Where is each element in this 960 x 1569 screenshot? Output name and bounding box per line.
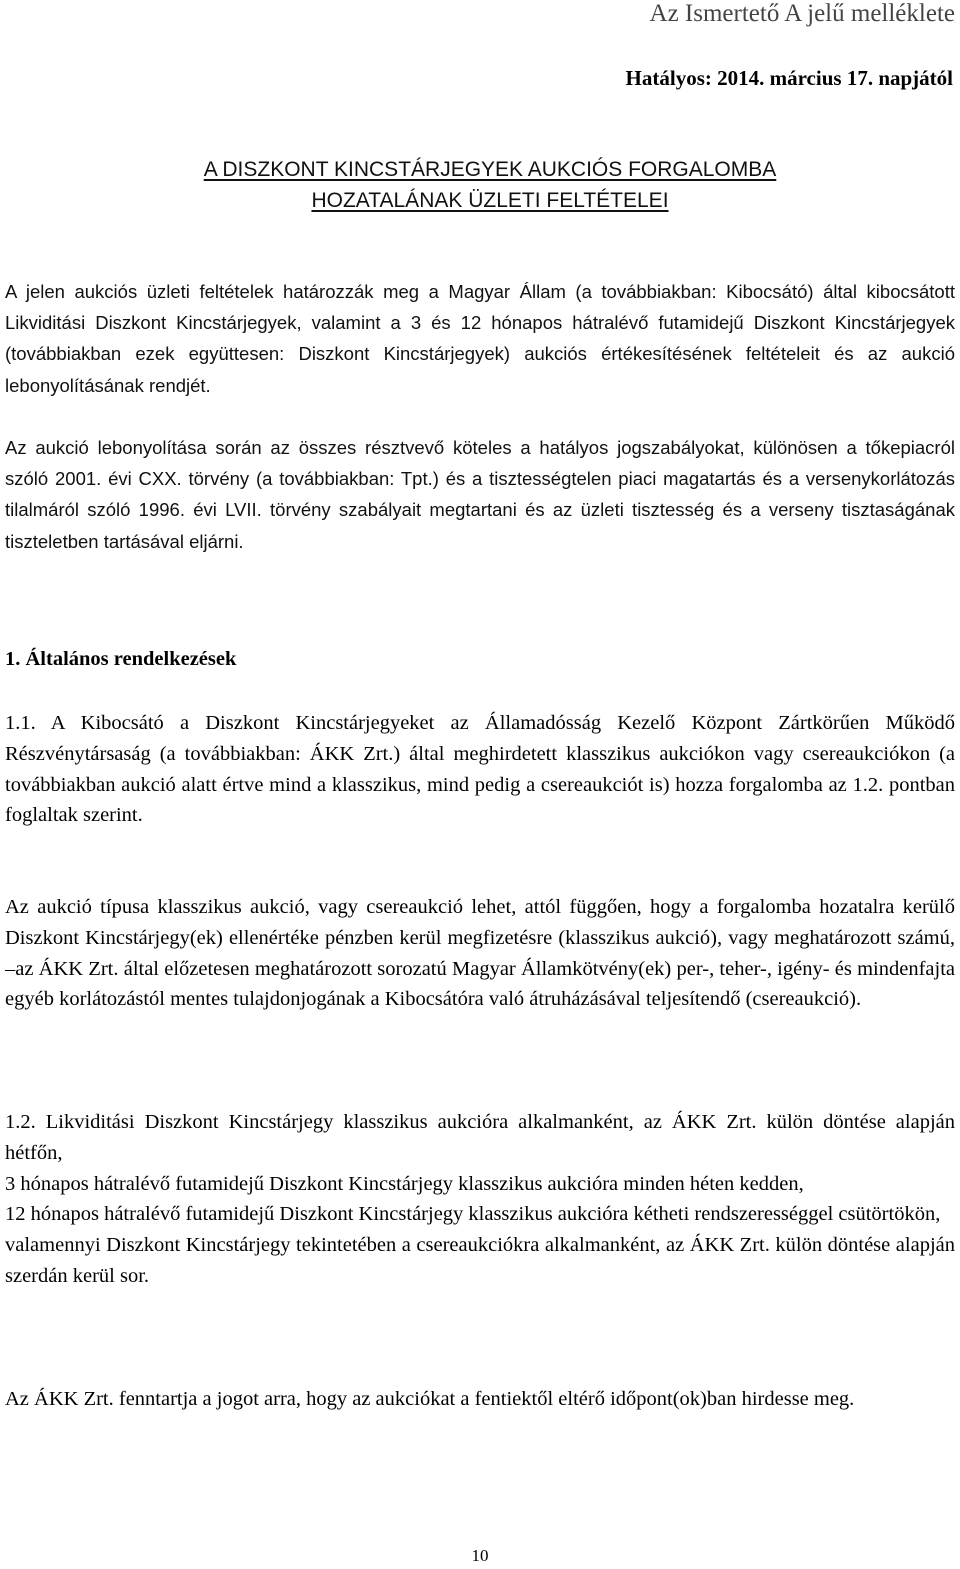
paragraph-1-1: 1.1. A Kibocsátó a Diszkont Kincstárjegyeket az Államadósság Kezelő Központ Zártkörűen Működő Részvénytársaság (a továbbiakban: ÁKK Zrt.) által meghirdetett klasszikus aukciókon vagy csereaukciókon (a továbbiakban aukció alatt értve mind a klasszikus, mind pedig a csereaukciót is) hozza forgalomba az 1.2. pontban foglaltak szerint. <box>5 712 955 827</box>
page-number: 10 <box>471 1546 489 1565</box>
paragraph-auction-types: Az aukció típusa klasszikus aukció, vagy csereaukció lehet, attól függően, hogy a forgalomba hozatalra kerülő Diszkont Kincstárjegy(ek) ellenértéke pénzben kerül megfizetésre (klasszikus aukció), vagy meghatározott számú, –az ÁKK Zrt. által előzetesen meghatározott sorozatú Magyar Államkötvény(ek) per-, teher-, igény- és mindenfajta egyéb korlátozástól mentes tulajdonjogának a Kibocsátóra való átruházásával teljesítendő (csereaukció). <box>5 896 955 1011</box>
schedule-line-12-month: 12 hónapos hátralévő futamidejű Diszkont Kincstárjegy klasszikus aukcióra kétheti rendszerességgel csütörtökön, <box>5 1203 941 1226</box>
document-title <box>60 154 920 216</box>
schedule-line-exchange: valamennyi Diszkont Kincstárjegy tekintetében a csereaukciókra alkalmanként, az ÁKK Zrt. külön döntése alapján szerdán kerül sor. <box>5 1234 955 1287</box>
schedule-line-liquidity: 1.2. Likviditási Diszkont Kincstárjegy klasszikus aukcióra alkalmanként, az ÁKK Zrt. külön döntése alapján hétfőn, <box>5 1111 955 1164</box>
title-line-2: HOZATALÁNAK ÜZLETI FELTÉTELEI <box>311 189 669 212</box>
paragraph-reservation: Az ÁKK Zrt. fenntartja a jogot arra, hogy az aukciókat a fentiektől eltérő időpont(ok)ban hirdesse meg. <box>5 1388 855 1410</box>
title-line-1: A DISZKONT KINCSTÁRJEGYEK AUKCIÓS FORGALOMBA <box>203 158 777 181</box>
paragraph-1-2 <box>5 1107 955 1292</box>
schedule-line-3-month: 3 hónapos hátralévő futamidejű Diszkont Kincstárjegy klasszikus aukcióra minden héten kedden, <box>5 1172 804 1195</box>
intro-paragraph-1: A jelen aukciós üzleti feltételek határozzák meg a Magyar Állam (a továbbiakban: Kibocsátó) által kibocsátott Likviditási Diszkont Kincstárjegyek, valamint a 3 és 12 hónapos hátralévő futamidejű Diszkont Kincstárjegyek (továbbiakban ezek együttesen: Diszkont Kincstárjegyek) aukciós értékesítésének feltételeit és az aukció lebonyolításának rendjét. <box>5 281 955 396</box>
section-heading: 1. Általános rendelkezések <box>5 648 237 670</box>
intro-paragraph-2: Az aukció lebonyolítása során az összes résztvevő köteles a hatályos jogszabályokat, különösen a tőkepiacról szóló 2001. évi CXX. törvény (a továbbiakban: Tpt.) és a tisztességtelen piaci magatartás és a versenykorlátozás tilalmáról szóló 1996. évi LVII. törvény szabályait megtartani és az üzleti tisztesség és a verseny tisztaságának tiszteletben tartásával eljárni. <box>5 437 955 552</box>
effective-date: Hatályos: 2014. március 17. napjától <box>625 66 953 90</box>
annex-label: Az Ismertető A jelű melléklete <box>649 0 955 27</box>
